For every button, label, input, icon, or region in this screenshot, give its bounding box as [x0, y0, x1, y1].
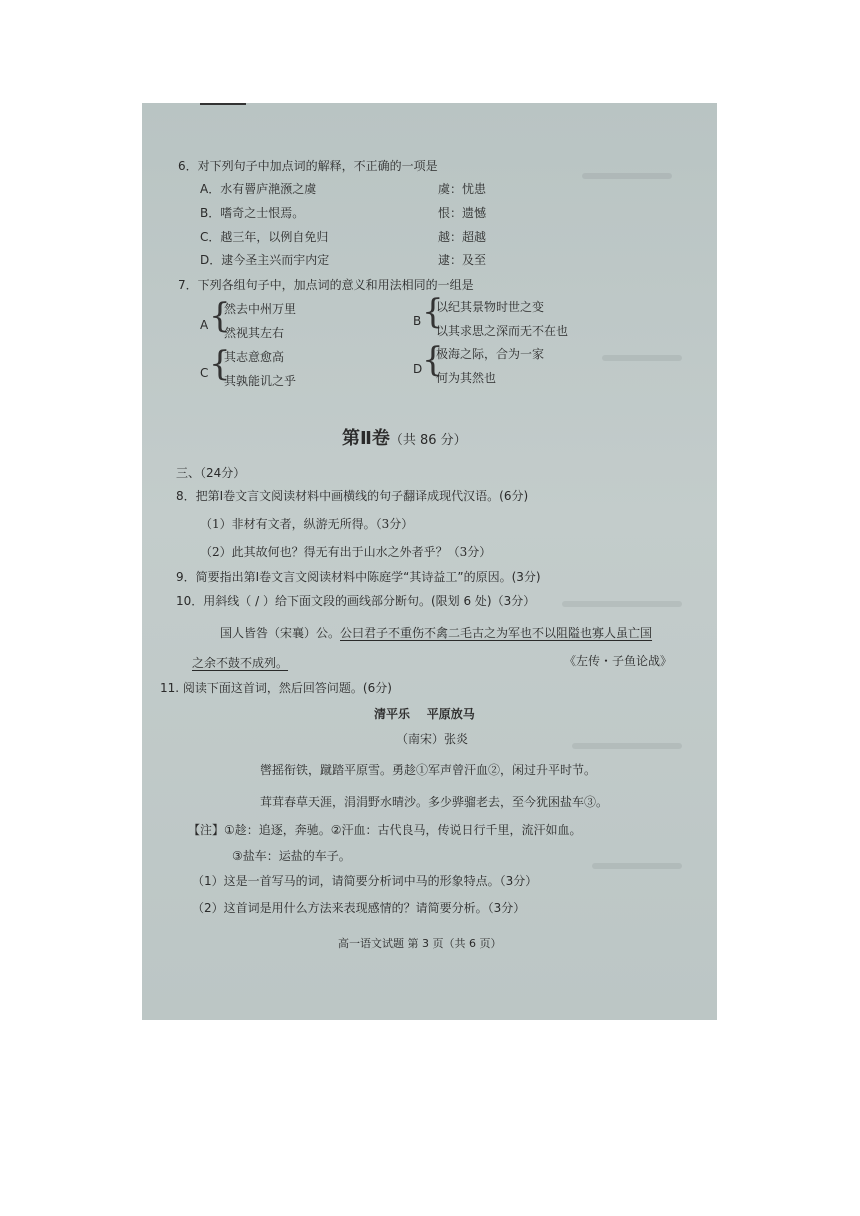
- section-2-title: 第Ⅱ卷: [342, 428, 390, 449]
- scanned-page-photo: [142, 103, 717, 1020]
- binding-mark: [200, 103, 246, 105]
- poem-title-tune: 清平乐: [374, 707, 411, 721]
- q7-option-c-line2: 其孰能讥之乎: [224, 374, 297, 388]
- q7-option-c-label: C: [200, 366, 209, 380]
- q8-sentence-2: （2）此其故何也？得无有出于山水之外者乎？（3分）: [200, 545, 492, 559]
- q10-passage-plain: 国人皆咎（宋襄）公。: [220, 626, 341, 640]
- q11-subquestion-2: （2）这首词是用什么方法来表现感情的？请简要分析。（3分）: [192, 901, 526, 915]
- q6-stem: 6．对下列句子中加点词的解释，不正确的一项是: [178, 159, 438, 173]
- q10-passage-line1: [220, 625, 652, 641]
- q6-option-b-gloss: 恨：遗憾: [438, 206, 487, 220]
- q7-option-b-line2: 以其求思之深而无不在也: [436, 324, 569, 338]
- q6-option-d: D．逮今圣主兴而宇内定: [200, 253, 330, 267]
- q10-passage-underlined-2: 之余不鼓不成列。: [192, 656, 289, 670]
- poem-line-1: 辔摇衔铁，蹴踏平原雪。勇趁①军声曾汗血②，闲过升平时节。: [260, 763, 597, 777]
- q10-passage-underlined-1: 公曰君子不重伤不禽二毛古之为军也不以阻隘也寡人虽亡国: [340, 626, 653, 640]
- bleed-through-mark: [592, 863, 682, 869]
- q11-subquestion-1: （1）这是一首写马的词，请简要分析词中马的形象特点。（3分）: [192, 874, 538, 888]
- part-3-heading: 三、（24分）: [176, 466, 246, 480]
- q11-stem: 11. 阅读下面这首词，然后回答问题。(6分): [160, 681, 392, 695]
- bleed-through-mark: [562, 601, 682, 607]
- q7-option-a-line1: 然去中州万里: [224, 302, 297, 316]
- q9-stem: 9．简要指出第Ⅰ卷文言文阅读材料中陈庭学“其诗益工”的原因。(3分): [176, 570, 541, 584]
- poem-line-2: 茸茸春草天涯，涓涓野水晴沙。多少骅骝老去，至今犹困盐车③。: [260, 795, 609, 809]
- bleed-through-mark: [602, 355, 682, 361]
- poem-note-1: 【注】①趁：追逐，奔驰。②汗血：古代良马，传说日行千里，流汗如血。: [188, 823, 582, 837]
- q8-sentence-1: （1）非材有文者，纵游无所得。（3分）: [200, 517, 414, 531]
- q7-brace-c: {: [209, 344, 231, 384]
- q6-option-b: B．嗜奇之士恨焉。: [200, 206, 305, 220]
- q7-brace-a: {: [209, 296, 231, 336]
- q10-source: 《左传・子鱼论战》: [564, 654, 673, 668]
- poem-title: [374, 706, 475, 722]
- bleed-through-mark: [572, 743, 682, 749]
- q6-option-c: C．越三年，以例自免归: [200, 230, 329, 244]
- q7-stem: 7．下列各组句子中，加点词的意义和用法相同的一组是: [178, 278, 474, 292]
- q10-stem: 10．用斜线（ / ）给下面文段的画线部分断句。(限划 6 处)（3分）: [176, 594, 536, 608]
- q6-option-a: A．水有罾庐滟滪之虞: [200, 182, 317, 196]
- section-2-header: [342, 428, 467, 452]
- poem-author: （南宋）张炎: [396, 732, 469, 746]
- poem-title-sub: 平原放马: [426, 707, 475, 721]
- q6-option-a-gloss: 虞：忧患: [438, 182, 487, 196]
- q7-option-a-line2: 然视其左右: [224, 326, 285, 340]
- q7-option-d-label: D: [413, 362, 423, 376]
- q7-option-d-line1: 极海之际，合为一家: [436, 347, 545, 361]
- q7-brace-d: {: [422, 340, 444, 380]
- bleed-through-mark: [582, 173, 672, 179]
- q7-brace-b: {: [422, 292, 444, 332]
- section-2-score: （共 86 分）: [389, 433, 467, 448]
- q7-option-b-label: B: [413, 314, 422, 328]
- q7-option-a-label: A: [200, 318, 209, 332]
- q6-option-d-gloss: 逮：及至: [438, 253, 487, 267]
- page-footer: 高一语文试题 第 3 页（共 6 页）: [338, 937, 502, 950]
- q6-option-c-gloss: 越：超越: [438, 230, 487, 244]
- poem-note-2: ③盐车：运盐的车子。: [232, 849, 351, 863]
- q8-stem: 8．把第Ⅰ卷文言文阅读材料中画横线的句子翻译成现代汉语。(6分): [176, 489, 529, 503]
- q7-option-b-line1: 以纪其景物时世之变: [436, 300, 545, 314]
- q7-option-d-line2: 何为其然也: [436, 371, 497, 385]
- q7-option-c-line1: 其志意愈高: [224, 350, 285, 364]
